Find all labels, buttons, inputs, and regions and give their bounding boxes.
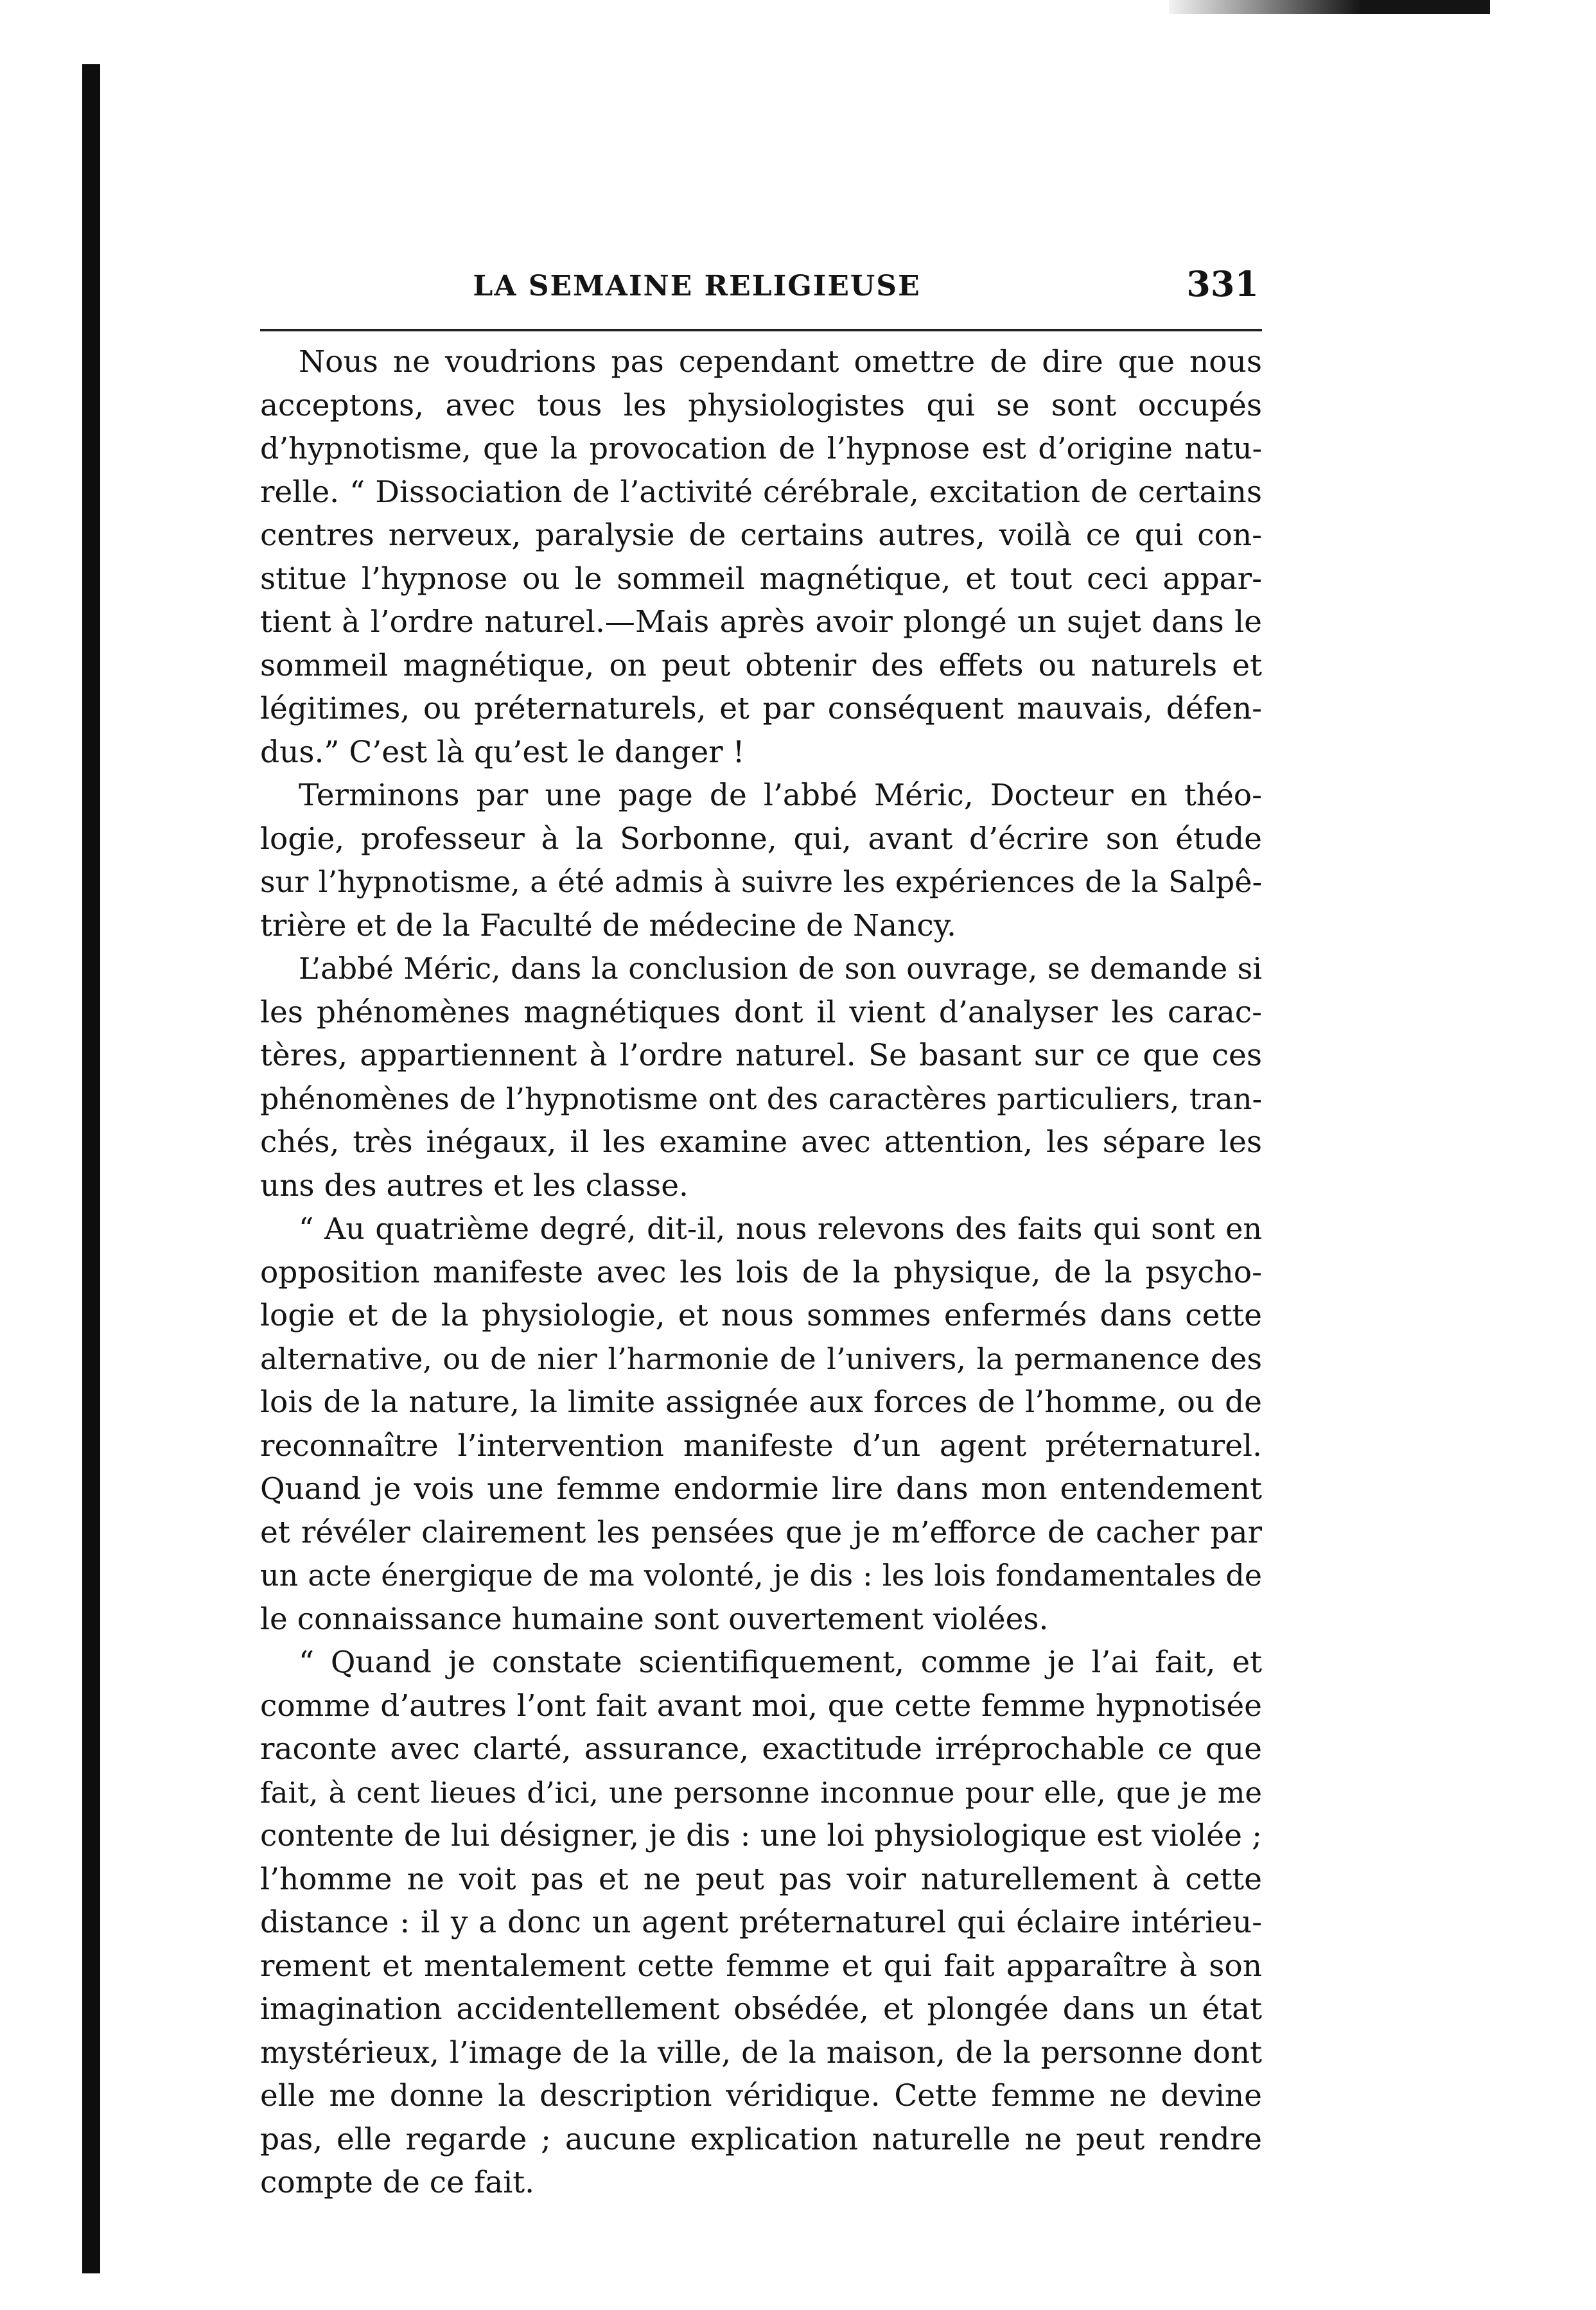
text-line: Nous ne voudrions pas cependant omettre de dire que nous — [299, 344, 1262, 380]
text-line: rement et mentalement cette femme et qui fait apparaître à son — [260, 1948, 1262, 1984]
text-line: sommeil magnétique, on peut obtenir des effets ou naturels et — [260, 647, 1262, 683]
text-line: un acte énergique de ma volonté, je dis : les lois fondamentales de — [260, 1558, 1262, 1593]
text-line: mystérieux, l’image de la ville, de la maison, de la personne dont — [260, 2034, 1262, 2070]
text-line: les phénomènes magnétiques dont il vient d’analyser les carac- — [260, 994, 1262, 1030]
binding-edge — [82, 64, 100, 2273]
text-line: reconnaître l’intervention manifeste d’un agent préternaturel. — [260, 1428, 1262, 1464]
text-line: L’abbé Méric, dans la conclusion de son ouvrage, se demande si — [299, 951, 1262, 986]
text-line: contente de lui désigner, je dis : une loi physiologique est violée ; — [260, 1818, 1262, 1853]
page-number: 331 — [1186, 263, 1259, 304]
text-line: et révéler clairement les pensées que je m’efforce de cacher par — [260, 1514, 1262, 1550]
text-line: “ Au quatrième degré, dit-il, nous relevons des faits qui sont en — [299, 1211, 1262, 1246]
text-line: chés, très inégaux, il les examine avec attention, les sépare les — [260, 1124, 1262, 1160]
text-line: logie et de la physiologie, et nous sommes enfermés dans cette — [260, 1298, 1262, 1333]
text-line: comme d’autres l’ont fait avant moi, que cette femme hypnotisée — [260, 1688, 1262, 1724]
text-line: dus.” C’est là qu’est le danger ! — [260, 734, 745, 770]
text-line: raconte avec clarté, assurance, exactitude irréprochable ce que — [260, 1731, 1262, 1767]
text-line: l’homme ne voit pas et ne peut pas voir naturellement à cette — [260, 1861, 1262, 1897]
text-line: d’hypnotisme, que la provocation de l’hypnose est d’origine natu- — [260, 431, 1262, 466]
text-line: imagination accidentellement obsédée, et plongée dans un état — [260, 1991, 1262, 2027]
header-rule — [260, 329, 1262, 331]
text-line: opposition manifeste avec les lois de la physique, de la psycho- — [260, 1254, 1262, 1290]
text-line: légitimes, ou préternaturels, et par conséquent mauvais, défen- — [260, 691, 1262, 726]
text-line: phénomènes de l’hypnotisme ont des caractères particuliers, tran- — [260, 1081, 1262, 1116]
text-line: compte de ce fait. — [260, 2165, 535, 2200]
body-text — [260, 340, 1262, 2205]
text-line: tères, appartiennent à l’ordre naturel. Se basant sur ce que ces — [260, 1038, 1262, 1073]
running-head: LA SEMAINE RELIGIEUSE — [473, 270, 921, 302]
text-line: alternative, ou de nier l’harmonie de l’univers, la permanence des — [260, 1341, 1262, 1376]
text-line: trière et de la Faculté de médecine de Nancy. — [260, 907, 956, 943]
text-line: logie, professeur à la Sorbonne, qui, avant d’écrire son étude — [260, 821, 1262, 857]
text-line: acceptons, avec tous les physiologistes qui se sont occupés — [260, 387, 1262, 423]
text-line: tient à l’ordre naturel.—Mais après avoir plongé un sujet dans le — [260, 604, 1262, 640]
text-line: stitue l’hypnose ou le sommeil magnétique, et tout ceci appar- — [260, 561, 1262, 597]
text-line: lois de la nature, la limite assignée aux forces de l’homme, ou de — [260, 1385, 1262, 1420]
text-line: centres nerveux, paralysie de certains autres, voilà ce qui con- — [260, 518, 1262, 553]
text-line: pas, elle regarde ; aucune explication naturelle ne peut rendre — [260, 2121, 1262, 2157]
text-line: elle me donne la description véridique. Cette femme ne devine — [260, 2078, 1262, 2113]
text-line: “ Quand je constate scientifiquement, comme je l’ai fait, et — [299, 1645, 1262, 1680]
text-line: uns des autres et les classe. — [260, 1168, 688, 1203]
text-line: Quand je vois une femme endormie lire dans mon entendement — [260, 1471, 1262, 1507]
top-edge-mark — [1169, 0, 1490, 14]
text-line: distance : il y a donc un agent préternaturel qui éclaire intérieu- — [260, 1905, 1262, 1940]
text-line: Terminons par une page de l’abbé Méric, Docteur en théo- — [299, 778, 1262, 813]
text-line: le connaissance humaine sont ouvertement violées. — [260, 1601, 1049, 1637]
text-line: fait, à cent lieues d’ici, une personne inconnue pour elle, que je me — [260, 1775, 1262, 1810]
page-header — [260, 263, 1262, 328]
text-line: relle. “ Dissociation de l’activité cérébrale, excitation de certains — [260, 474, 1262, 510]
text-line: sur l’hypnotisme, a été admis à suivre les expériences de la Salpê- — [260, 864, 1262, 899]
